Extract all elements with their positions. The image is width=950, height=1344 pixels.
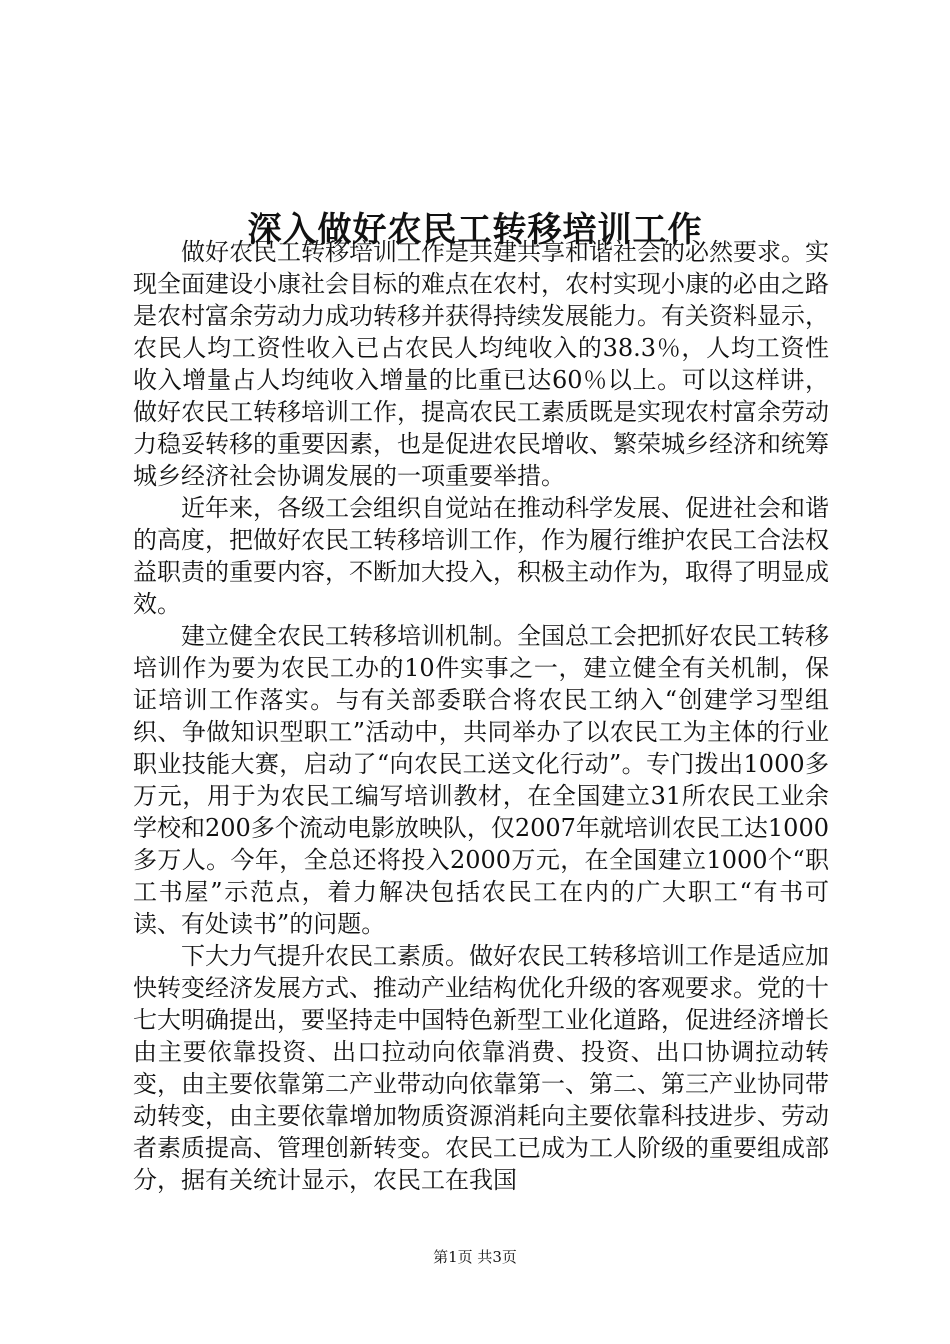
- document-title: 深入做好农民工转移培训工作: [247, 209, 703, 250]
- paragraph-4: 下大力气提升农民工素质。做好农民工转移培训工作是适应加快转变经济发展方式、推动产业结构优化升级的客观要求。党的十七大明确提出，要坚持走中国特色新型工业化道路，促进经济增长由主要依靠投资、出口拉动向依靠消费、投资、出口协调拉动转变，由主要依靠第二产业带动向依靠第一、第二、第三产业协同带动转变，由主要依靠增加物质资源消耗向主要依靠科技进步、劳动者素质提高、管理创新转变。农民工已成为工人阶级的重要组成部分，据有关统计显示，农民工在我国: [133, 942, 829, 1194]
- paragraph-3: 建立健全农民工转移培训机制。全国总工会把抓好农民工转移培训作为要为农民工办的10件实事之一，建立健全有关机制，保证培训工作落实。与有关部委联合将农民工纳入“创建学习型组织、争做知识型职工”活动中，共同举办了以农民工为主体的行业职业技能大赛，启动了“向农民工送文化行动”。专门拨出1000多万元，用于为农民工编写培训教材，在全国建立31所农民工业余学校和200多个流动电影放映队，仅2007年就培训农民工达1000多万人。今年，全总还将投入2000万元，在全国建立1000个“职工书屋”示范点，着力解决包括农民工在内的广大职工“有书可读、有处读书”的问题。: [133, 622, 829, 938]
- page-number-footer: 第1页 共3页: [433, 1248, 517, 1266]
- document-body: [133, 236, 829, 1196]
- paragraph-1: 做好农民工转移培训工作是共建共享和谐社会的必然要求。实现全面建设小康社会目标的难点在农村，农村实现小康的必由之路是农村富余劳动力成功转移并获得持续发展能力。有关资料显示，农民人均工资性收入已占农民人均纯收入的38.3％，人均工资性收入增量占人均纯收入增量的比重已达60％以上。可以这样讲，做好农民工转移培训工作，提高农民工素质既是实现农村富余劳动力稳妥转移的重要因素，也是促进农民增收、繁荣城乡经济和统筹城乡经济社会协调发展的一项重要举措。: [133, 238, 829, 490]
- paragraph-2: 近年来，各级工会组织自觉站在推动科学发展、促进社会和谐的高度，把做好农民工转移培训工作，作为履行维护农民工合法权益职责的重要内容，不断加大投入，积极主动作为，取得了明显成效。: [133, 494, 829, 618]
